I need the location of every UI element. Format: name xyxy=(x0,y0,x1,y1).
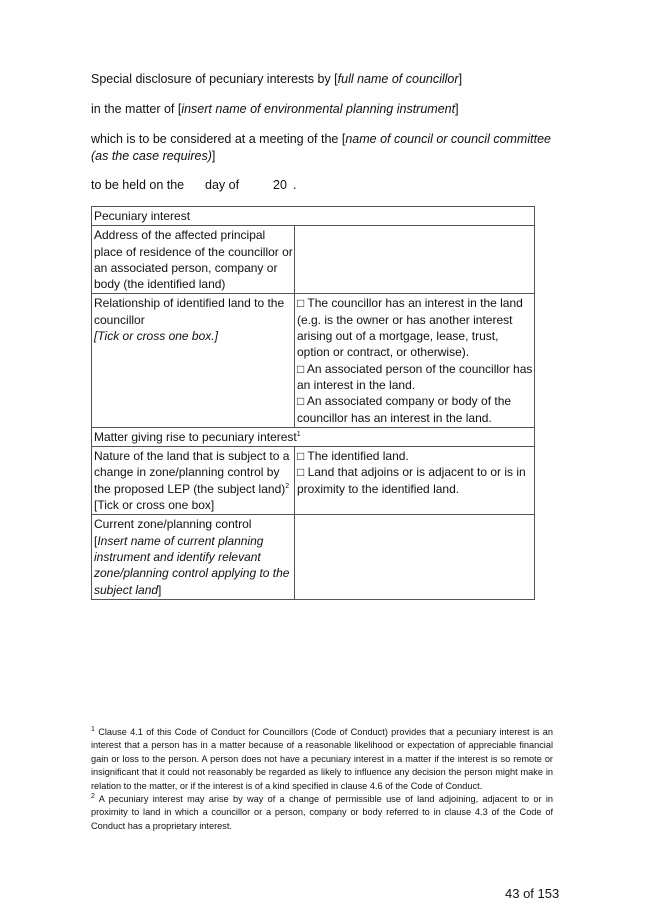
address-field[interactable] xyxy=(295,226,535,294)
table-row xyxy=(92,447,535,515)
bracket-close: ] xyxy=(158,582,162,597)
table-row xyxy=(92,294,535,427)
footnote-mark: 1 xyxy=(91,725,95,733)
nature-options xyxy=(295,447,535,515)
bracket-open: [ xyxy=(94,533,98,548)
councillor-name-placeholder: full name of councillor xyxy=(337,72,459,86)
disclosure-title-line xyxy=(91,71,462,88)
table-row xyxy=(92,207,535,226)
nature-label: Nature of the land that is subject to a change in zone/planning control by the proposed LEP (the subject land) xyxy=(94,449,290,496)
footnote-ref: 2 xyxy=(285,482,290,490)
matter-header-text: Matter giving rise to pecuniary interest xyxy=(94,429,297,444)
current-zone-cell xyxy=(92,515,295,599)
text-suffix: ] xyxy=(455,102,459,116)
checkbox-option[interactable]: □ Land that adjoins or is adjacent to or is in proximity to the identified land. xyxy=(297,465,526,496)
date-text-end: . xyxy=(293,178,297,192)
relationship-options xyxy=(295,294,535,427)
year-text: 20 xyxy=(273,178,287,192)
current-zone-instruction: Insert name of current planning instrument and identify relevant zone/planning control applying to the subject land xyxy=(94,533,290,597)
footnote-text: A pecuniary interest may arise by way of a change of permissible use of land adjoining, adjacent to or in proximity to land in which a councillor or a person, company or body referred to in clause 4.3 of the Code of Conduct has a proprietary interest. xyxy=(91,794,553,831)
checkbox-option[interactable]: □ The identified land. xyxy=(297,449,409,464)
footnote-mark: 2 xyxy=(91,792,95,800)
nature-instruction: [Tick or cross one box] xyxy=(94,498,215,513)
council-name-placeholder: name of council or council committee (as the case requires) xyxy=(91,132,551,163)
table-row xyxy=(92,427,535,446)
date-text-b: day of xyxy=(205,178,240,192)
address-label: Address of the affected principal place of residence of the councillor or an associated person, company or body (the identified land) xyxy=(92,226,295,294)
text-suffix: ] xyxy=(211,149,216,163)
meeting-date-line xyxy=(91,177,296,194)
matter-line xyxy=(91,101,459,118)
footnote-1 xyxy=(91,726,553,793)
pecuniary-interest-header: Pecuniary interest xyxy=(92,207,535,226)
pecuniary-interest-table xyxy=(91,206,535,600)
text-prefix: Special disclosure of pecuniary interests by [ xyxy=(91,72,338,86)
checkbox-option[interactable]: □ The councillor has an interest in the land (e.g. is the owner or has another interest arising out of a mortgage, lease, trust, option or contract, or otherwise). xyxy=(297,296,523,360)
table-row xyxy=(92,515,535,599)
date-text-a: to be held on the xyxy=(91,178,185,192)
current-zone-field[interactable] xyxy=(295,515,535,599)
text-prefix: in the matter of [ xyxy=(91,102,182,116)
relationship-cell xyxy=(92,294,295,427)
checkbox-option[interactable]: □ An associated company or body of the councillor has an interest in the land. xyxy=(297,394,512,425)
text-prefix: which is to be considered at a meeting of the [ xyxy=(91,132,346,146)
matter-header xyxy=(92,427,535,446)
page-number: 43 of 153 xyxy=(505,886,560,901)
nature-cell xyxy=(92,447,295,515)
meeting-line xyxy=(91,131,561,165)
text-suffix: ] xyxy=(458,72,463,86)
footnote-ref: 1 xyxy=(296,430,301,438)
checkbox-option[interactable]: □ An associated person of the councillor has an interest in the land. xyxy=(297,361,533,392)
footnote-2 xyxy=(91,793,553,833)
table-row xyxy=(92,226,535,294)
relationship-instruction: [Tick or cross one box.] xyxy=(94,329,218,344)
current-zone-label: Current zone/planning control xyxy=(94,517,252,532)
relationship-label: Relationship of identified land to the councillor xyxy=(94,296,285,327)
footnote-text: Clause 4.1 of this Code of Conduct for Councillors (Code of Conduct) provides that a pecuniary interest is an interest that a person has in a matter because of a reasonable likelihood or expectation of appreciable financial gain or loss to the person. A person does not have a pecuniary interest in a matter if the interest is so remote or insignificant that it could not reasonably be regarded as likely to influence any decision the person might make in relation to the matter, or if the interest is of a kind specified in clause 4.6 of the Code of Conduct. xyxy=(91,727,553,791)
instrument-name-placeholder: insert name of environmental planning instrument xyxy=(181,102,456,116)
footnotes xyxy=(91,726,553,833)
